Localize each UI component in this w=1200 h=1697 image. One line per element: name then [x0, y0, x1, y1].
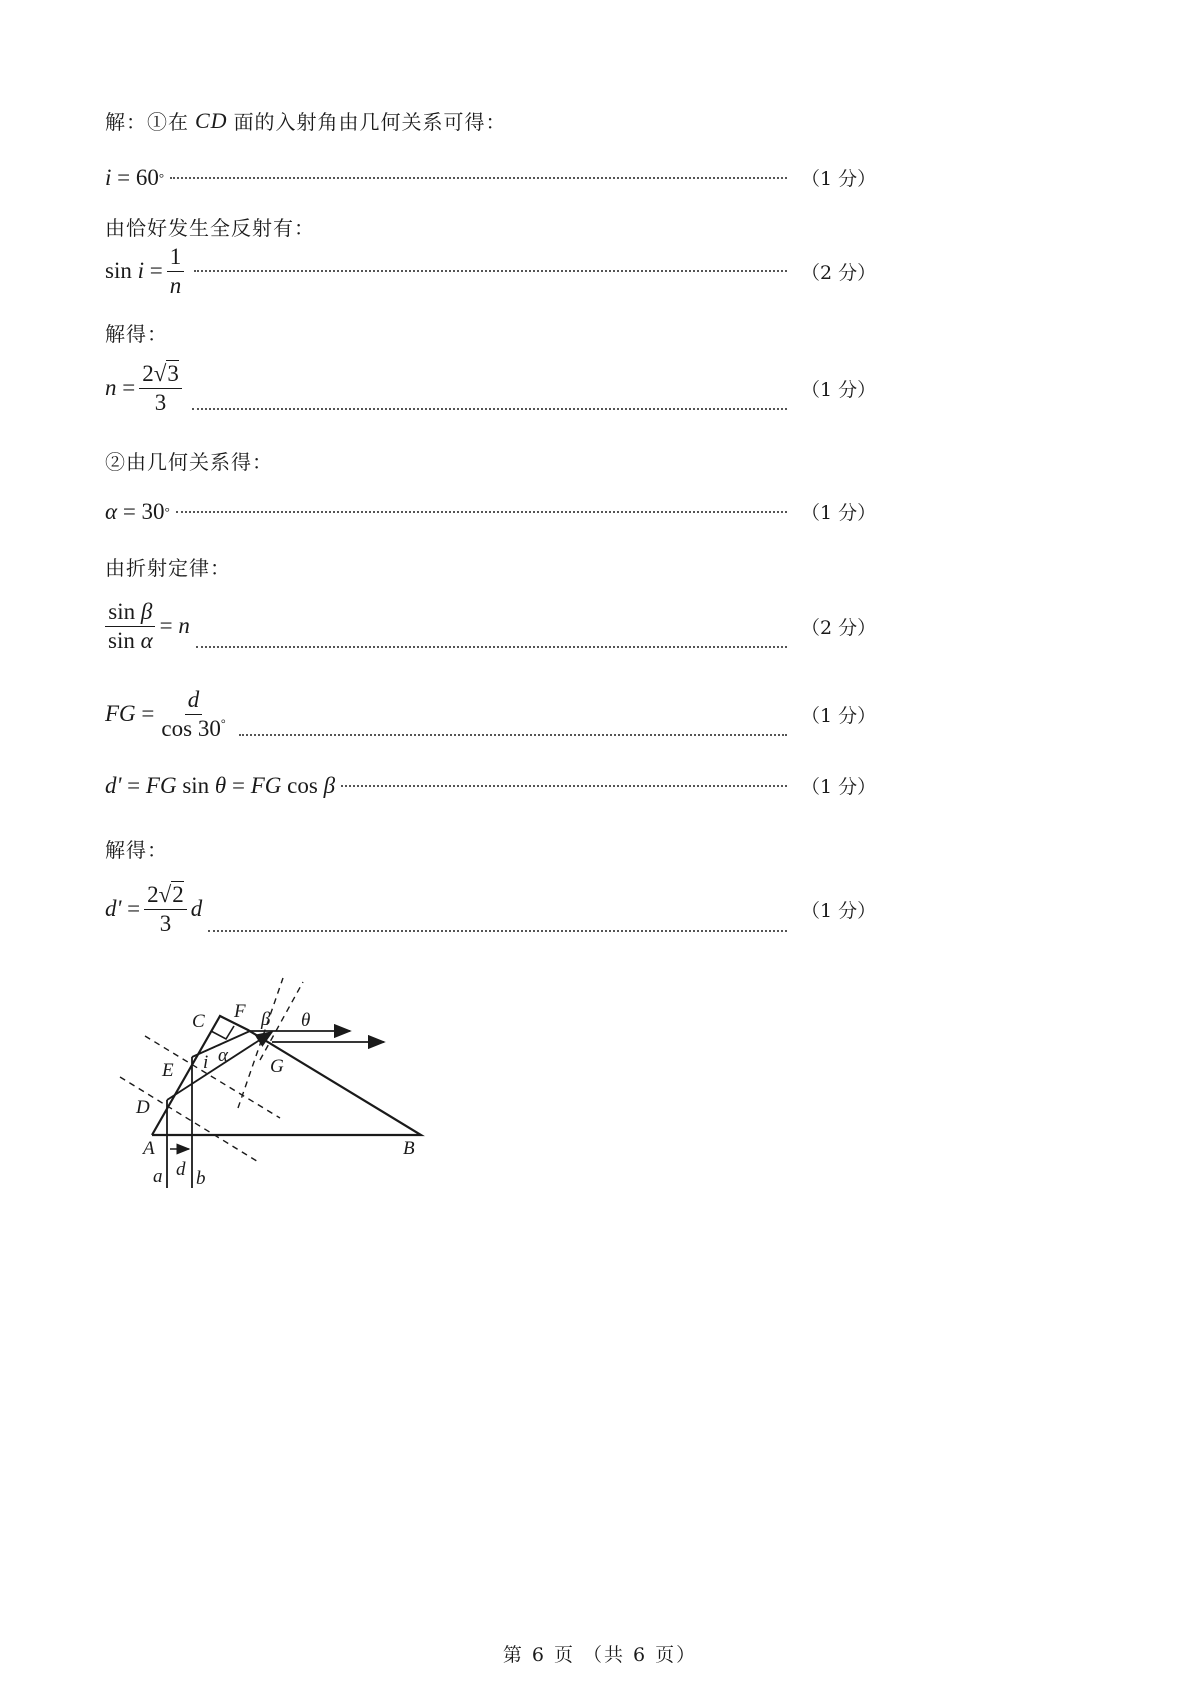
label-i: i [203, 1052, 209, 1073]
wavefront-3 [238, 978, 283, 1108]
label-b: b [196, 1168, 206, 1189]
label-a: a [153, 1166, 163, 1187]
label-E: E [162, 1060, 174, 1081]
refraction-law-text: 由折射定律： [105, 556, 231, 580]
label-C: C [192, 1011, 205, 1032]
score-3: （1 分） [801, 378, 877, 401]
ray-d-to-g [167, 1032, 272, 1100]
score-6: （1 分） [801, 704, 877, 727]
label-beta: β [261, 1009, 271, 1030]
equation-snell: $\frac{\text{sin β}}{\text{sin α}}$ = n （2 分） [105, 598, 875, 654]
score-2: （2 分） [801, 261, 877, 284]
label-A: A [143, 1138, 155, 1159]
label-theta: θ [301, 1010, 311, 1031]
equation-alpha: α = 30 ° （1 分） [105, 498, 877, 524]
geometry-text: ②由几何关系得： [105, 450, 273, 474]
label-d: d [176, 1159, 186, 1180]
solve-text-2: 解得： [105, 838, 168, 862]
equation-fg: FG = $\frac{d}{\cos 30^\circ}$ （1 分） [105, 686, 877, 741]
right-angle-mark [211, 1026, 234, 1039]
page-footer: 第 6 页 （共 6 页） [502, 1644, 698, 1666]
score-5: （2 分） [801, 616, 877, 639]
score-4: （1 分） [801, 502, 877, 524]
equation-refractive-index: n = $\frac{2√3}{3}$ （1 分） [105, 360, 877, 415]
solve-text-1: 解得： [105, 322, 168, 346]
prism-diagram [100, 960, 480, 1200]
label-alpha: α [218, 1045, 228, 1066]
solution-intro: 解：①在 CD 面的入射角由几何关系可得： [105, 107, 507, 134]
total-reflection-text: 由恰好发生全反射有： [105, 216, 315, 240]
label-F: F [234, 1001, 246, 1022]
score-7: （1 分） [801, 776, 877, 798]
label-G: G [270, 1056, 284, 1077]
score-8: （1 分） [801, 899, 877, 922]
label-D: D [136, 1097, 150, 1118]
equation-d-prime: d' = FG sin θ = FG cos β （1 分） [105, 772, 877, 798]
score-1: （1 分） [801, 168, 877, 190]
equation-d-prime-result: d' = $\frac{2√2}{3}$ d （1 分） [105, 881, 877, 936]
equation-incident-angle: i = 60 ° （1 分） [105, 164, 877, 190]
label-B: B [403, 1138, 415, 1159]
wavefront-1 [120, 1077, 260, 1163]
equation-critical-angle: sin i = $\frac{1}{n}$ （2 分） [105, 243, 877, 298]
